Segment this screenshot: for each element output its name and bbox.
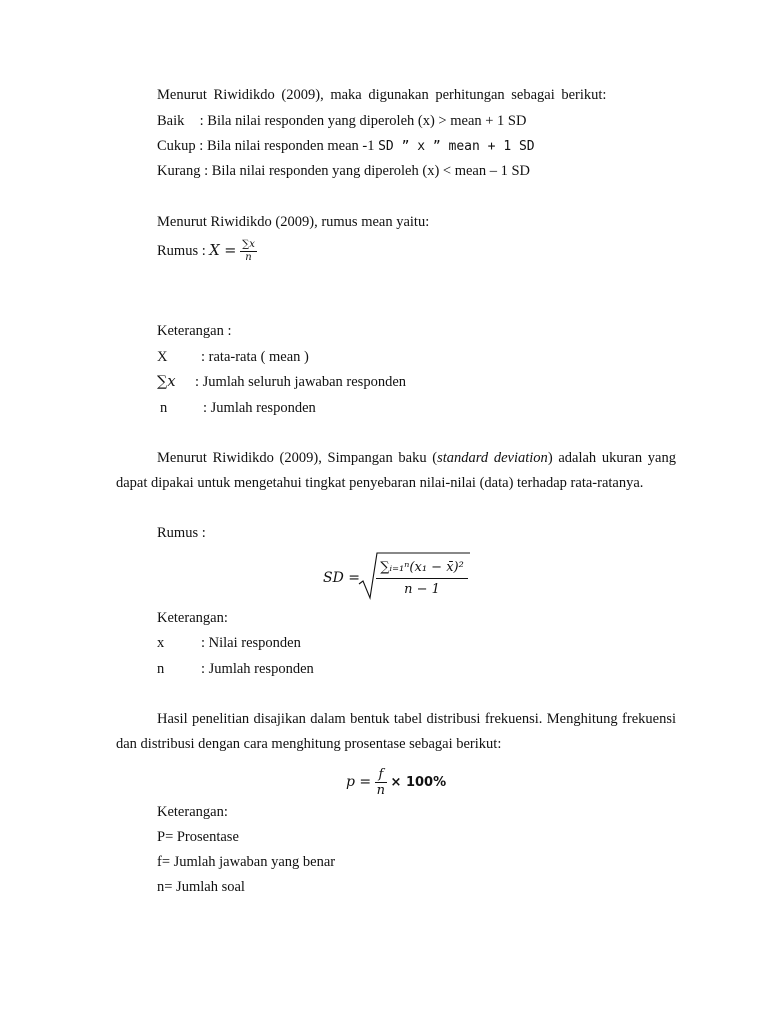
keterangan-mean-heading: Keterangan : [157, 323, 232, 339]
legend-row [157, 373, 406, 391]
mean-lhs: X = [209, 243, 237, 259]
sd-emphasis: standard deviation [437, 450, 548, 466]
percentage-lhs: p = [346, 774, 372, 790]
legend-desc: : Jumlah responden [203, 400, 316, 416]
mean-intro: Menurut Riwidikdo (2009), rumus mean yaitu: [157, 214, 430, 230]
mean-rumus-label: Rumus : [157, 243, 206, 259]
percentage-paragraph: Hasil penelitian disajikan dalam bentuk tabel distribusi frekuensi. Menghitung frekuensi dan distribusi dengan cara menghitung prosentase sebagai berikut: [116, 711, 676, 752]
legend-term: X [157, 349, 168, 365]
legend-desc: : Nilai responden [201, 635, 301, 651]
legend-row [157, 660, 314, 678]
percentage-fraction [375, 767, 387, 798]
percentage-numerator: f [378, 767, 384, 783]
criteria-intro: Menurut Riwidikdo (2009), maka digunakan perhitungan sebagai berikut: [157, 87, 607, 103]
sd-fraction-bar [376, 578, 468, 579]
legend-desc: : Jumlah responden [201, 661, 314, 677]
mean-fraction [240, 239, 257, 264]
legend-row [157, 348, 309, 366]
percentage-formula [346, 765, 446, 800]
sd-paragraph: Menurut Riwidikdo (2009), Simpangan baku (standard deviation) adalah ukuran yang dapat dipakai untuk mengetahui tingkat penyebaran nilai-nilai (data) terhadap rata-ratanya. [116, 450, 676, 491]
percentage-denominator: n [376, 783, 386, 799]
sd-rumus-label: Rumus : [157, 525, 206, 541]
criteria-baik [157, 112, 526, 130]
legend-term: ∑x [157, 374, 176, 390]
percentage-rhs: × 100% [390, 775, 447, 790]
criteria-kurang: Kurang : Bila nilai responden yang diperoleh (x) < mean – 1 SD [157, 163, 531, 179]
keterangan-percentage-heading: Keterangan: [157, 804, 228, 820]
baik-text: : Bila nilai responden yang diperoleh (x) > mean + 1 SD [199, 113, 527, 129]
sd-numerator: ∑ᵢ₌₁ⁿ(x₁ − x̄)² [380, 560, 464, 575]
criteria-cukup [157, 137, 535, 156]
legend-desc: : Jumlah seluruh jawaban responden [195, 374, 407, 390]
legend-term: n [160, 400, 168, 416]
sd-denominator: n − 1 [404, 582, 440, 597]
baik-label: Baik [157, 113, 185, 129]
sd-lhs: SD = [323, 570, 360, 586]
mean-numerator: ∑x [242, 239, 255, 251]
percentage-legend-line: f= Jumlah jawaban yang benar [157, 854, 336, 870]
legend-desc: : rata-rata ( mean ) [201, 349, 309, 365]
percentage-legend-line: P= Prosentase [157, 829, 239, 845]
mean-denominator: n [240, 251, 257, 264]
percentage-legend-line: n= Jumlah soal [157, 879, 245, 895]
legend-row [160, 399, 316, 417]
mean-formula [157, 236, 257, 266]
legend-term: x [157, 635, 165, 651]
cukup-text-a: Cukup : Bila nilai responden mean -1 [157, 138, 375, 154]
legend-row [157, 634, 301, 652]
cukup-text-b: SD ” x ” mean + 1 SD [378, 139, 535, 154]
keterangan-sd-heading: Keterangan: [157, 610, 228, 626]
legend-term: n [157, 661, 165, 677]
